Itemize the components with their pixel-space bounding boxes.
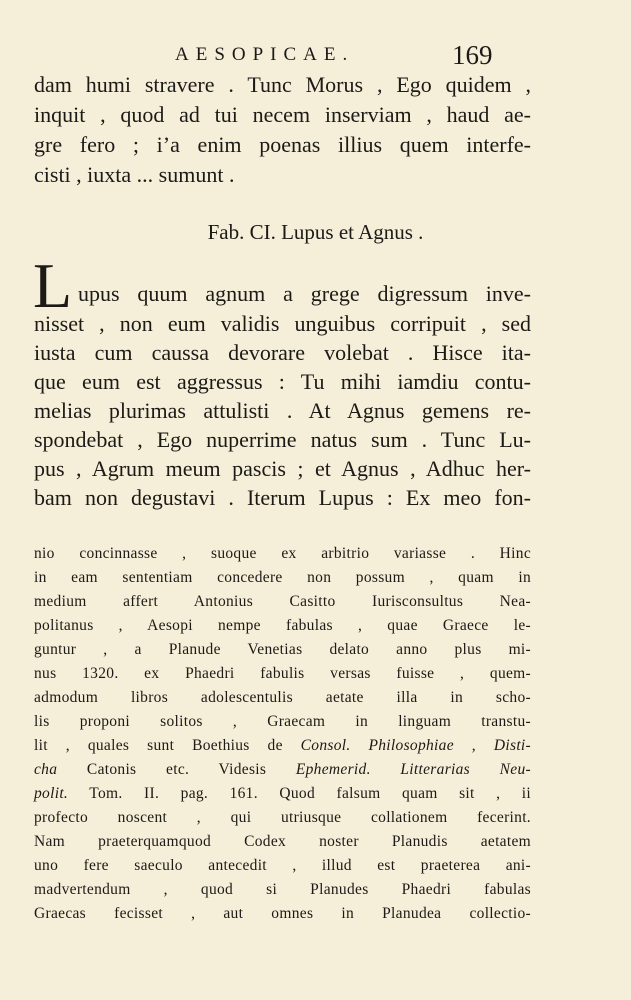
footnote-italic: polit. — [34, 785, 69, 802]
footnote-text: Tom. II. pag. 161. Quod falsum quam sit , ii — [68, 785, 531, 802]
fable-line: upus quum agnum a grege digressum inve- — [78, 281, 531, 306]
footnote-line: nio concinnasse , suoque ex arbitrio variasse . Hinc — [34, 545, 531, 562]
fable-line: spondebat , Ego nuperrime natus sum . Tunc Lu- — [34, 427, 531, 452]
running-head — [0, 40, 631, 70]
running-title: AESOPICAE. — [175, 44, 355, 65]
page-number: 169 — [452, 40, 493, 70]
body-line: gre fero ; i’a enim poenas illius quem interfe- — [34, 132, 531, 157]
fable-title: Fab. CI. Lupus et Agnus . — [207, 220, 424, 244]
body-line: inquit , quod ad tui necem inserviam , haud ae- — [34, 102, 531, 127]
drop-cap: L — [33, 250, 73, 321]
footnote-italic: Consol. Philosophiae , Disti- — [300, 737, 531, 754]
footnote-italic: Ephemerid. Litterarias Neu- — [295, 761, 531, 778]
footnote-line — [34, 734, 531, 758]
footnote-line: medium affert Antonius Casitto Iurisconsultus Nea- — [34, 593, 531, 610]
footnote-text: lit , quales sunt Boethius de — [34, 737, 301, 754]
fable-line: que eum est aggressus : Tu mihi iamdiu contu- — [34, 369, 531, 394]
footnote-line: Graecas fecisset , aut omnes in Planudea collectio- — [34, 905, 531, 922]
footnote-line: nus 1320. ex Phaedri fabulis versas fuisse , quem- — [34, 665, 531, 682]
fable-line: nisset , non eum validis unguibus corripuit , sed — [34, 311, 531, 336]
footnote-line: admodum libros adolescentulis aetate illa in scho- — [34, 689, 531, 706]
body-line: dam humi stravere . Tunc Morus , Ego quidem , — [34, 72, 531, 97]
footnote-line: lis proponi solitos , Graecam in linguam transtu- — [34, 713, 531, 730]
footnote-line: in eam sententiam concedere non possum , quam in — [34, 569, 531, 586]
footnote-line: uno fere saeculo antecedit , illud est praeterea ani- — [34, 857, 531, 874]
footnote-line: profecto noscent , qui utriusque collationem fecerint. — [34, 809, 531, 826]
fable-line: melias plurimas attulisti . At Agnus gemens re- — [34, 398, 531, 423]
footnote-text: Catonis etc. Videsis — [57, 761, 296, 778]
footnote-line: madvertendum , quod si Planudes Phaedri fabulas — [34, 881, 531, 898]
footnote-line — [34, 758, 531, 782]
footnote-line — [34, 782, 531, 806]
footnote-line: guntur , a Planude Venetias delato anno plus mi- — [34, 641, 531, 658]
fable-line: bam non degustavi . Iterum Lupus : Ex meo fon- — [34, 485, 531, 510]
footnote-line: politanus , Aesopi nempe fabulas , quae Graece le- — [34, 617, 531, 634]
footnote-line: Nam praeterquamquod Codex noster Planudis aetatem — [34, 833, 531, 850]
footnote-italic: cha — [34, 761, 58, 778]
fable-line: iusta cum caussa devorare volebat . Hisce ita- — [34, 340, 531, 365]
fable-line: pus , Agrum meum pascis ; et Agnus , Adhuc her- — [34, 456, 531, 481]
body-line: cisti , iuxta ... sumunt . — [34, 162, 235, 187]
